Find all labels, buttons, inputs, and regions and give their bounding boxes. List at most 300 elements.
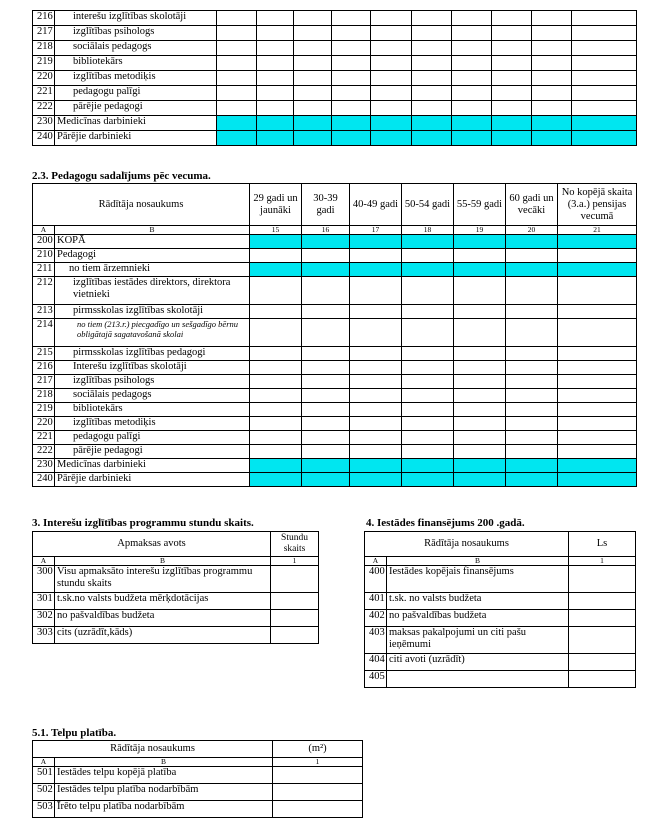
value-cell[interactable] — [506, 235, 558, 249]
column-letter: 17 — [350, 226, 402, 235]
value-cell[interactable] — [371, 11, 412, 26]
floor-area-table — [32, 740, 363, 818]
column-letter: 20 — [506, 226, 558, 235]
value-cell[interactable] — [506, 473, 558, 487]
table-row — [33, 445, 637, 459]
value-cell[interactable] — [217, 11, 257, 26]
value-cell[interactable] — [572, 56, 637, 71]
value-cell[interactable] — [558, 403, 637, 417]
value-cell[interactable] — [572, 86, 637, 101]
value-cell[interactable] — [454, 319, 506, 347]
value-cell[interactable] — [402, 361, 454, 375]
column-letter-row — [365, 557, 636, 566]
value-cell[interactable] — [371, 86, 412, 101]
value-cell[interactable] — [492, 86, 532, 101]
column-letter: A — [33, 226, 55, 235]
value-cell[interactable] — [402, 389, 454, 403]
value-cell[interactable] — [452, 116, 492, 131]
value-cell[interactable] — [412, 116, 452, 131]
row-code: 405 — [365, 671, 387, 688]
row-label: bibliotekārs — [55, 403, 250, 417]
value-cell[interactable] — [402, 445, 454, 459]
value-cell[interactable] — [558, 473, 637, 487]
value-cell[interactable] — [558, 263, 637, 277]
value-cell[interactable] — [572, 26, 637, 41]
value-cell[interactable] — [371, 116, 412, 131]
value-cell[interactable] — [250, 473, 302, 487]
value-cell[interactable] — [402, 277, 454, 305]
value-cell[interactable] — [350, 403, 402, 417]
value-cell[interactable] — [250, 263, 302, 277]
value-cell[interactable] — [294, 41, 332, 56]
header-m2: (m²) — [273, 741, 363, 758]
value-cell[interactable] — [257, 71, 294, 86]
row-code: 300 — [33, 566, 55, 593]
value-cell[interactable] — [294, 101, 332, 116]
value-cell[interactable] — [454, 459, 506, 473]
value-cell[interactable] — [294, 131, 332, 146]
value-cell[interactable] — [302, 305, 350, 319]
table-row — [33, 249, 637, 263]
value-cell[interactable] — [332, 116, 371, 131]
value-cell[interactable] — [506, 431, 558, 445]
value-cell[interactable] — [402, 249, 454, 263]
value-cell[interactable] — [569, 566, 636, 593]
column-letter-row — [33, 758, 363, 767]
value-cell[interactable] — [558, 347, 637, 361]
value-cell[interactable] — [350, 277, 402, 305]
value-cell[interactable] — [371, 71, 412, 86]
row-label: Pārējie darbinieki — [55, 131, 217, 146]
value-cell[interactable] — [506, 263, 558, 277]
value-cell[interactable] — [569, 671, 636, 688]
value-cell[interactable] — [532, 41, 572, 56]
table-row — [33, 389, 637, 403]
value-cell[interactable] — [294, 26, 332, 41]
row-label: pirmsskolas izglītības pedagogi — [55, 347, 250, 361]
column-letter-row — [33, 557, 319, 566]
value-cell[interactable] — [271, 593, 319, 610]
column-letter: 21 — [558, 226, 637, 235]
value-cell[interactable] — [294, 71, 332, 86]
value-cell[interactable] — [572, 11, 637, 26]
value-cell[interactable] — [454, 347, 506, 361]
value-cell[interactable] — [558, 459, 637, 473]
value-cell[interactable] — [217, 116, 257, 131]
column-letter: B — [55, 758, 273, 767]
value-cell[interactable] — [271, 627, 319, 644]
column-letter: B — [55, 557, 271, 566]
value-cell[interactable] — [572, 101, 637, 116]
value-cell[interactable] — [402, 347, 454, 361]
section-2-3-title: 2.3. Pedagogu sadalījums pēc vecuma. — [32, 170, 211, 182]
value-cell[interactable] — [492, 11, 532, 26]
value-cell[interactable] — [350, 305, 402, 319]
value-cell[interactable] — [250, 459, 302, 473]
row-code: 220 — [33, 417, 55, 431]
value-cell[interactable] — [412, 131, 452, 146]
row-label: pārējie pedagogi — [55, 101, 217, 116]
value-cell[interactable] — [302, 249, 350, 263]
value-cell[interactable] — [217, 26, 257, 41]
value-cell[interactable] — [402, 403, 454, 417]
value-cell[interactable] — [257, 11, 294, 26]
value-cell[interactable] — [532, 86, 572, 101]
row-code: 502 — [33, 784, 55, 801]
value-cell[interactable] — [492, 101, 532, 116]
value-cell[interactable] — [271, 610, 319, 627]
value-cell[interactable] — [569, 610, 636, 627]
value-cell[interactable] — [454, 431, 506, 445]
value-cell[interactable] — [402, 305, 454, 319]
section-4-title: 4. Iestādes finansējums 200 .gadā. — [366, 517, 525, 529]
value-cell[interactable] — [402, 235, 454, 249]
value-cell[interactable] — [558, 445, 637, 459]
row-code: 503 — [33, 801, 55, 818]
value-cell[interactable] — [302, 417, 350, 431]
value-cell[interactable] — [558, 375, 637, 389]
header-col-18: 50-54 gadi — [402, 184, 454, 226]
value-cell[interactable] — [273, 801, 363, 818]
value-cell[interactable] — [532, 116, 572, 131]
row-code: 222 — [33, 445, 55, 459]
value-cell[interactable] — [257, 116, 294, 131]
header-col-16: 30-39 gadi — [302, 184, 350, 226]
value-cell[interactable] — [532, 11, 572, 26]
row-code: 400 — [365, 566, 387, 593]
value-cell[interactable] — [302, 389, 350, 403]
value-cell[interactable] — [250, 417, 302, 431]
value-cell[interactable] — [506, 459, 558, 473]
table-row — [33, 566, 319, 593]
value-cell[interactable] — [572, 41, 637, 56]
value-cell[interactable] — [454, 445, 506, 459]
value-cell[interactable] — [332, 11, 371, 26]
row-label: maksas pakalpojumi un citi pašu ieņēmumi — [387, 627, 569, 654]
value-cell[interactable] — [558, 319, 637, 347]
value-cell[interactable] — [412, 86, 452, 101]
row-label: Interešu izglītības skolotāji — [55, 361, 250, 375]
value-cell[interactable] — [506, 389, 558, 403]
row-label: Pedagogi — [55, 249, 250, 263]
value-cell[interactable] — [569, 654, 636, 671]
value-cell[interactable] — [402, 263, 454, 277]
value-cell[interactable] — [302, 361, 350, 375]
value-cell[interactable] — [302, 375, 350, 389]
value-cell[interactable] — [569, 593, 636, 610]
value-cell[interactable] — [250, 249, 302, 263]
header-col-20: 60 gadi un vecāki — [506, 184, 558, 226]
table-row — [365, 593, 636, 610]
value-cell[interactable] — [452, 11, 492, 26]
value-cell[interactable] — [452, 101, 492, 116]
value-cell[interactable] — [294, 86, 332, 101]
value-cell[interactable] — [412, 11, 452, 26]
header-indicator-name: Rādītāja nosaukums — [365, 532, 569, 557]
value-cell[interactable] — [532, 131, 572, 146]
value-cell[interactable] — [250, 389, 302, 403]
value-cell[interactable] — [532, 101, 572, 116]
value-cell[interactable] — [371, 41, 412, 56]
value-cell[interactable] — [302, 235, 350, 249]
row-code: 217 — [33, 375, 55, 389]
value-cell[interactable] — [558, 431, 637, 445]
value-cell[interactable] — [572, 71, 637, 86]
row-label: Visu apmaksāto interešu izglītības programmu stundu skaits — [55, 566, 271, 593]
value-cell[interactable] — [558, 361, 637, 375]
value-cell[interactable] — [257, 101, 294, 116]
row-label: t.sk. no valsts budžeta — [387, 593, 569, 610]
value-cell[interactable] — [532, 26, 572, 41]
value-cell[interactable] — [558, 235, 637, 249]
value-cell[interactable] — [452, 41, 492, 56]
value-cell[interactable] — [217, 86, 257, 101]
table-row — [33, 277, 637, 305]
value-cell[interactable] — [273, 767, 363, 784]
table-row — [33, 235, 637, 249]
value-cell[interactable] — [412, 101, 452, 116]
value-cell[interactable] — [402, 319, 454, 347]
value-cell[interactable] — [302, 263, 350, 277]
value-cell[interactable] — [217, 71, 257, 86]
row-label: KOPĀ — [55, 235, 250, 249]
value-cell[interactable] — [371, 131, 412, 146]
value-cell[interactable] — [402, 473, 454, 487]
value-cell[interactable] — [558, 417, 637, 431]
table-row — [365, 566, 636, 593]
value-cell[interactable] — [454, 403, 506, 417]
value-cell[interactable] — [302, 431, 350, 445]
value-cell[interactable] — [350, 389, 402, 403]
value-cell[interactable] — [250, 403, 302, 417]
value-cell[interactable] — [506, 403, 558, 417]
value-cell[interactable] — [532, 56, 572, 71]
value-cell[interactable] — [452, 131, 492, 146]
value-cell[interactable] — [302, 277, 350, 305]
value-cell[interactable] — [332, 26, 371, 41]
row-code: 216 — [33, 361, 55, 375]
row-code: 213 — [33, 305, 55, 319]
value-cell[interactable] — [558, 305, 637, 319]
value-cell[interactable] — [302, 445, 350, 459]
value-cell[interactable] — [250, 431, 302, 445]
value-cell[interactable] — [302, 473, 350, 487]
value-cell[interactable] — [250, 319, 302, 347]
value-cell[interactable] — [332, 71, 371, 86]
value-cell[interactable] — [412, 26, 452, 41]
value-cell[interactable] — [506, 375, 558, 389]
table-row — [365, 654, 636, 671]
value-cell[interactable] — [257, 86, 294, 101]
value-cell[interactable] — [350, 361, 402, 375]
value-cell[interactable] — [454, 361, 506, 375]
value-cell[interactable] — [332, 131, 371, 146]
value-cell[interactable] — [532, 71, 572, 86]
value-cell[interactable] — [350, 445, 402, 459]
value-cell[interactable] — [454, 277, 506, 305]
row-label: Medicīnas darbinieki — [55, 116, 217, 131]
row-code: 402 — [365, 610, 387, 627]
value-cell[interactable] — [402, 459, 454, 473]
value-cell[interactable] — [454, 235, 506, 249]
value-cell[interactable] — [506, 277, 558, 305]
section-3-title: 3. Interešu izglītības programmu stundu skaits. — [32, 517, 254, 529]
row-code: 200 — [33, 235, 55, 249]
value-cell[interactable] — [250, 375, 302, 389]
value-cell[interactable] — [294, 56, 332, 71]
value-cell[interactable] — [332, 86, 371, 101]
value-cell[interactable] — [257, 56, 294, 71]
value-cell[interactable] — [302, 459, 350, 473]
value-cell[interactable] — [250, 277, 302, 305]
value-cell[interactable] — [492, 71, 532, 86]
value-cell[interactable] — [454, 263, 506, 277]
value-cell[interactable] — [506, 347, 558, 361]
value-cell[interactable] — [217, 56, 257, 71]
value-cell[interactable] — [250, 445, 302, 459]
value-cell[interactable] — [273, 784, 363, 801]
value-cell[interactable] — [558, 277, 637, 305]
row-label: pedagogu palīgi — [55, 431, 250, 445]
value-cell[interactable] — [350, 319, 402, 347]
row-label: izglītības metodiķis — [55, 417, 250, 431]
value-cell[interactable] — [506, 249, 558, 263]
column-letter: 16 — [302, 226, 350, 235]
value-cell[interactable] — [452, 86, 492, 101]
table-row — [33, 767, 363, 784]
value-cell[interactable] — [506, 305, 558, 319]
value-cell[interactable] — [506, 361, 558, 375]
column-letter: A — [33, 758, 55, 767]
value-cell[interactable] — [506, 417, 558, 431]
value-cell[interactable] — [412, 41, 452, 56]
row-label: no tiem ārzemnieki — [55, 263, 250, 277]
row-code: 240 — [33, 473, 55, 487]
row-code: 230 — [33, 459, 55, 473]
value-cell[interactable] — [294, 11, 332, 26]
column-letter: A — [33, 557, 55, 566]
value-cell[interactable] — [412, 71, 452, 86]
value-cell[interactable] — [217, 41, 257, 56]
value-cell[interactable] — [257, 41, 294, 56]
value-cell[interactable] — [332, 56, 371, 71]
value-cell[interactable] — [492, 56, 532, 71]
financing-table — [364, 531, 636, 688]
value-cell[interactable] — [371, 56, 412, 71]
value-cell[interactable] — [572, 131, 637, 146]
value-cell[interactable] — [454, 473, 506, 487]
value-cell[interactable] — [371, 26, 412, 41]
row-label: izglītības iestādes direktors, direktora vietnieki — [55, 277, 250, 305]
value-cell[interactable] — [250, 347, 302, 361]
value-cell[interactable] — [402, 375, 454, 389]
header-ls: Ls — [569, 532, 636, 557]
row-code: 214 — [33, 319, 55, 347]
value-cell[interactable] — [454, 375, 506, 389]
column-letter-row — [33, 226, 637, 235]
value-cell[interactable] — [350, 249, 402, 263]
value-cell[interactable] — [492, 41, 532, 56]
row-label: cits (uzrādīt,kāds) — [55, 627, 271, 644]
column-letter: 1 — [273, 758, 363, 767]
value-cell[interactable] — [558, 389, 637, 403]
value-cell[interactable] — [350, 347, 402, 361]
value-cell[interactable] — [271, 566, 319, 593]
value-cell[interactable] — [454, 389, 506, 403]
value-cell[interactable] — [302, 403, 350, 417]
value-cell[interactable] — [217, 131, 257, 146]
value-cell[interactable] — [402, 417, 454, 431]
value-cell[interactable] — [350, 417, 402, 431]
value-cell[interactable] — [250, 305, 302, 319]
row-code: 210 — [33, 249, 55, 263]
row-code: 220 — [33, 71, 55, 86]
value-cell[interactable] — [294, 116, 332, 131]
value-cell[interactable] — [506, 319, 558, 347]
program-hours-table — [32, 531, 319, 644]
value-cell[interactable] — [572, 116, 637, 131]
table-row — [33, 801, 363, 818]
value-cell[interactable] — [250, 235, 302, 249]
value-cell[interactable] — [454, 417, 506, 431]
value-cell[interactable] — [452, 26, 492, 41]
value-cell[interactable] — [492, 131, 532, 146]
value-cell[interactable] — [492, 116, 532, 131]
value-cell[interactable] — [452, 71, 492, 86]
value-cell[interactable] — [371, 101, 412, 116]
value-cell[interactable] — [350, 431, 402, 445]
table-row — [33, 41, 637, 56]
value-cell[interactable] — [402, 431, 454, 445]
table-row — [33, 86, 637, 101]
value-cell[interactable] — [350, 375, 402, 389]
row-code: 212 — [33, 277, 55, 305]
value-cell[interactable] — [332, 101, 371, 116]
column-letter: 1 — [569, 557, 636, 566]
value-cell[interactable] — [569, 627, 636, 654]
row-label: sociālais pedagogs — [55, 41, 217, 56]
value-cell[interactable] — [350, 473, 402, 487]
age-distribution-table — [32, 183, 637, 487]
value-cell[interactable] — [558, 249, 637, 263]
value-cell[interactable] — [454, 249, 506, 263]
value-cell[interactable] — [217, 101, 257, 116]
value-cell[interactable] — [454, 305, 506, 319]
row-label: pārējie pedagogi — [55, 445, 250, 459]
row-label — [387, 671, 569, 688]
value-cell[interactable] — [257, 131, 294, 146]
value-cell[interactable] — [350, 235, 402, 249]
column-letter: 18 — [402, 226, 454, 235]
value-cell[interactable] — [332, 41, 371, 56]
header-col-19: 55-59 gadi — [454, 184, 506, 226]
row-code: 240 — [33, 131, 55, 146]
value-cell[interactable] — [257, 26, 294, 41]
value-cell[interactable] — [350, 459, 402, 473]
table-row — [33, 784, 363, 801]
value-cell[interactable] — [452, 56, 492, 71]
value-cell[interactable] — [412, 56, 452, 71]
value-cell[interactable] — [302, 347, 350, 361]
header-hours-count: Stundu skaits — [271, 532, 319, 557]
header-col-17: 40-49 gadi — [350, 184, 402, 226]
value-cell[interactable] — [250, 361, 302, 375]
value-cell[interactable] — [302, 319, 350, 347]
value-cell[interactable] — [492, 26, 532, 41]
value-cell[interactable] — [350, 263, 402, 277]
value-cell[interactable] — [506, 445, 558, 459]
row-label: sociālais pedagogs — [55, 389, 250, 403]
